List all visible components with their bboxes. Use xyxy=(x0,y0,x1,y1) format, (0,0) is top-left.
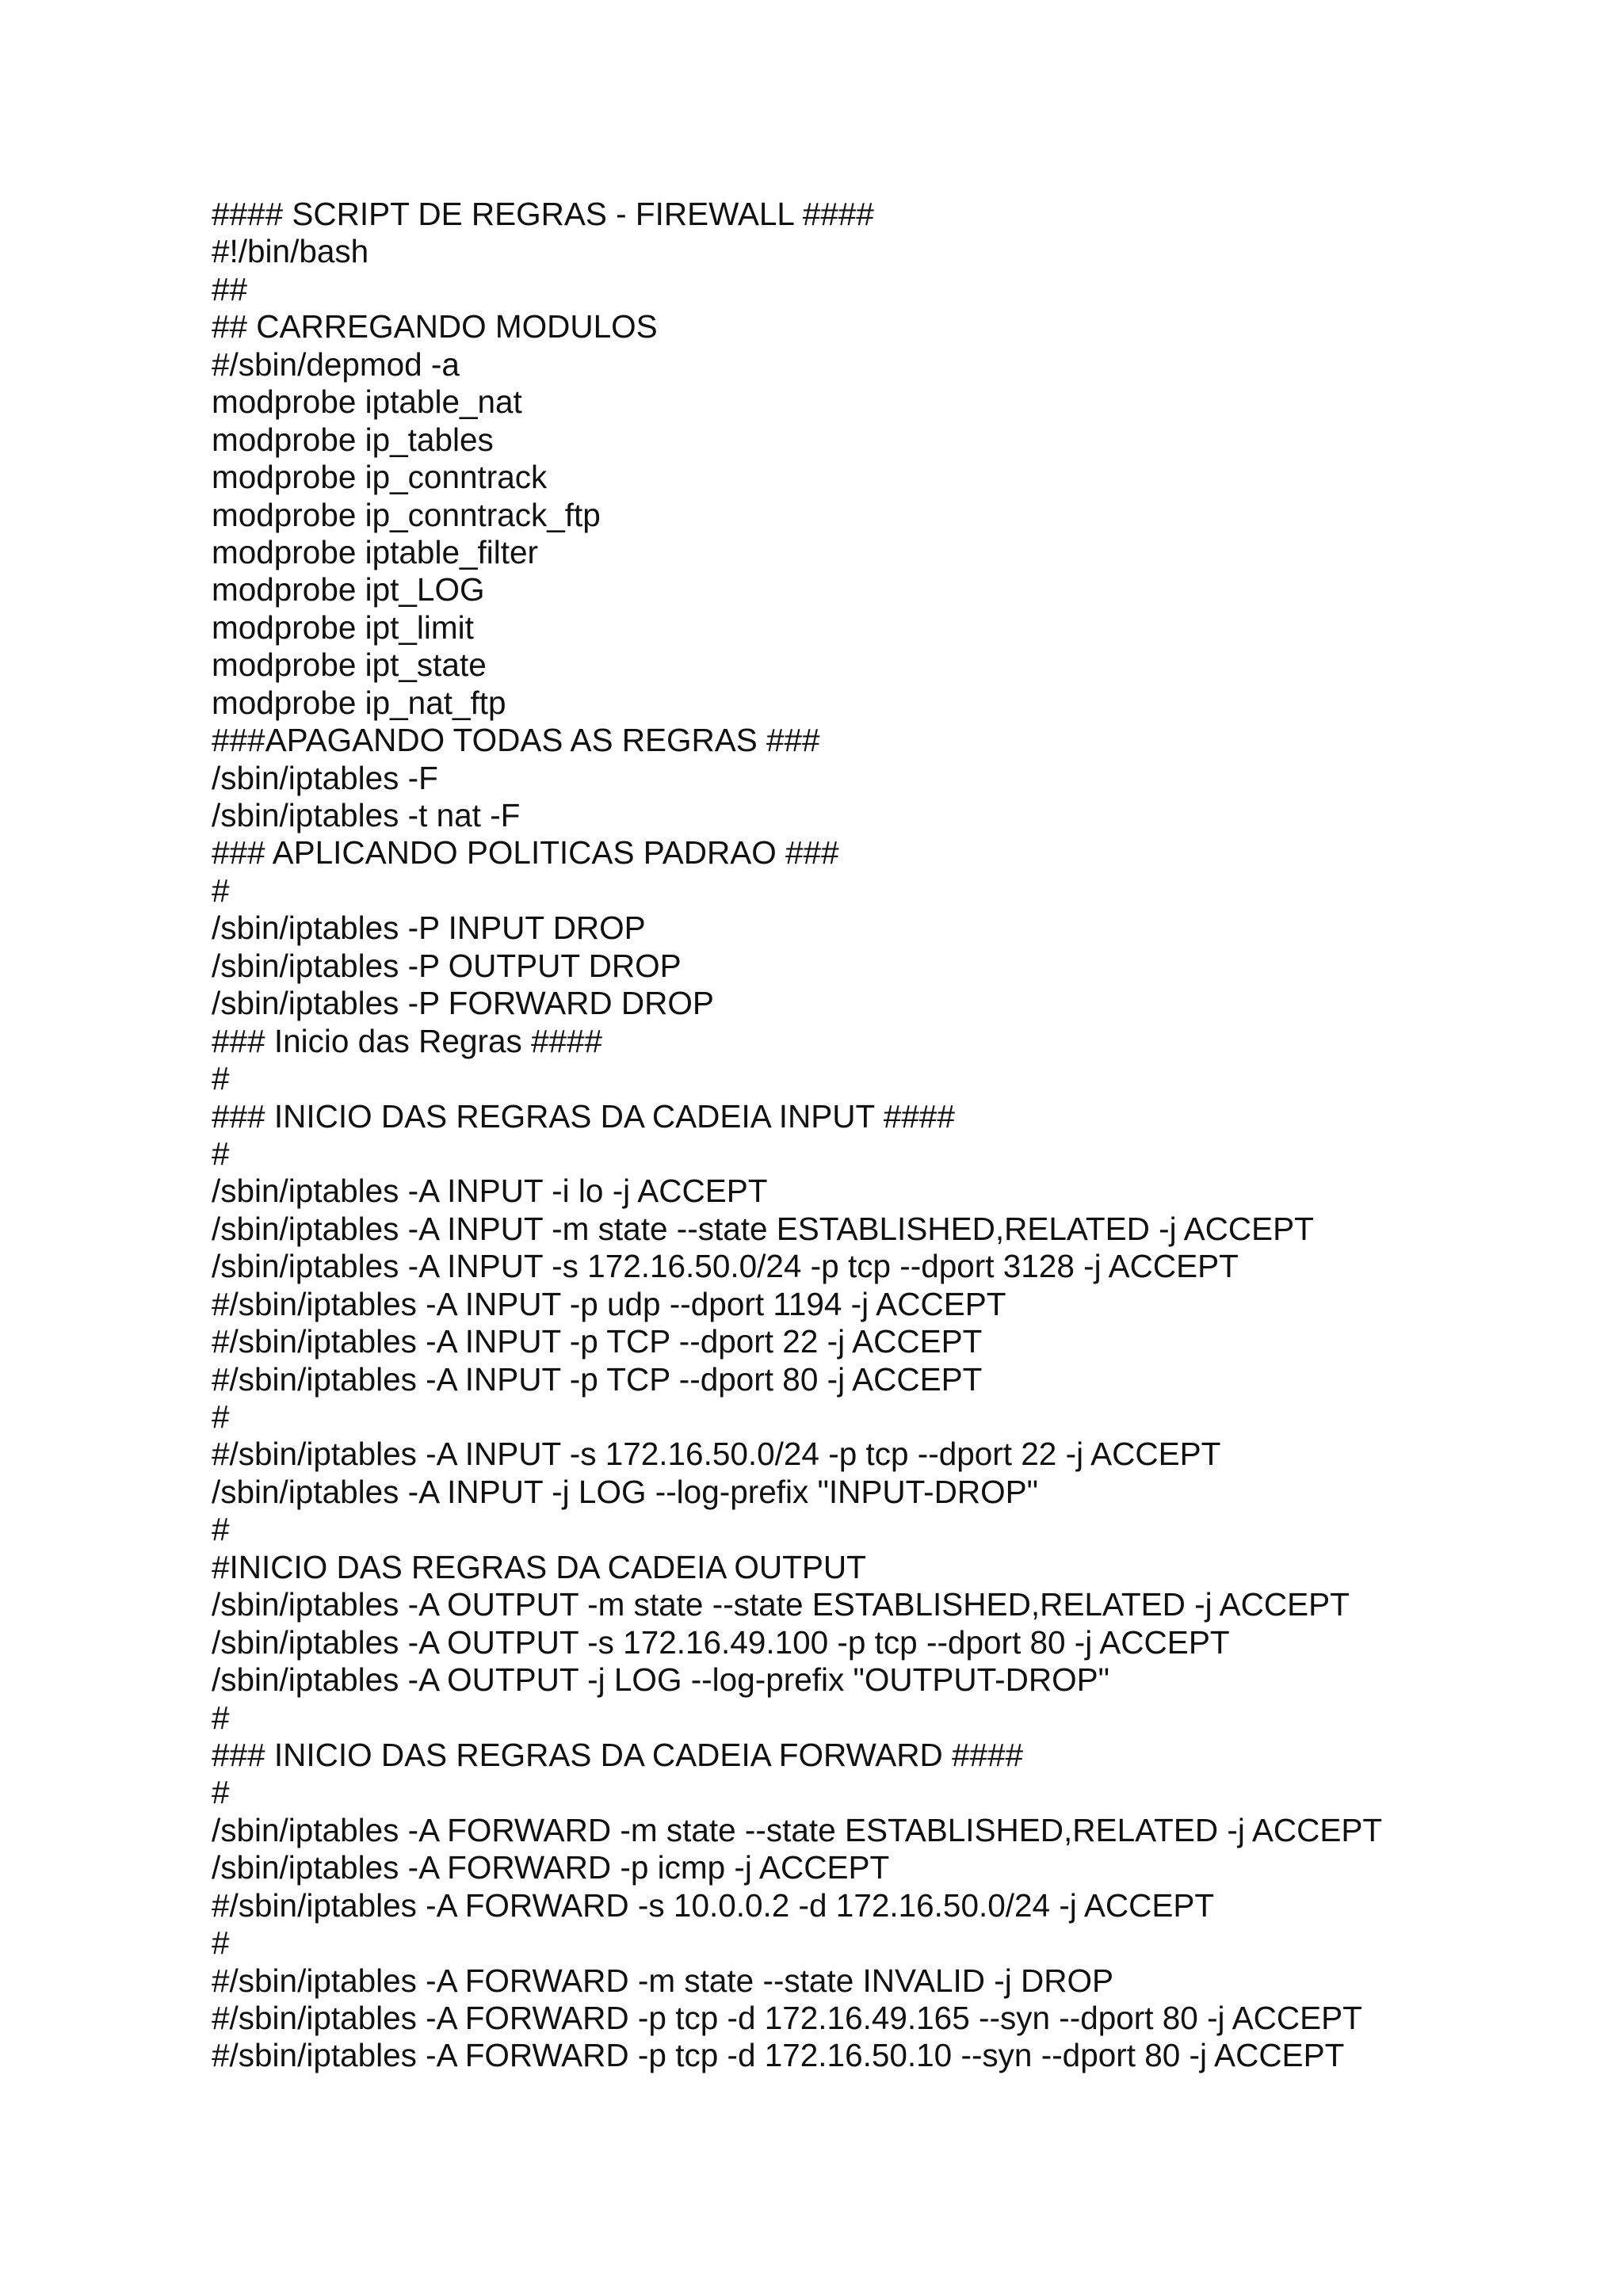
script-line: modprobe ipt_state xyxy=(212,646,487,684)
script-line: # xyxy=(212,1060,230,1097)
script-line: #/sbin/iptables -A FORWARD -p tcp -d 172.16.49.165 --syn --dport 80 -j ACCEPT xyxy=(212,2000,1362,2036)
script-line: /sbin/iptables -A OUTPUT -j LOG --log-prefix "OUTPUT-DROP" xyxy=(212,1661,1109,1699)
script-line: ## CARREGANDO MODULOS xyxy=(212,308,658,345)
script-line: ## xyxy=(212,270,248,307)
script-line: #/sbin/iptables -A INPUT -p udp --dport 1194 -j ACCEPT xyxy=(212,1285,1006,1322)
script-line: #/sbin/iptables -A INPUT -p TCP --dport 80 -j ACCEPT xyxy=(212,1360,983,1398)
script-line: /sbin/iptables -A OUTPUT -m state --state ESTABLISHED,RELATED -j ACCEPT xyxy=(212,1586,1350,1623)
script-line: /sbin/iptables -P INPUT DROP xyxy=(212,910,646,947)
script-line: /sbin/iptables -A INPUT -m state --state ESTABLISHED,RELATED -j ACCEPT xyxy=(212,1210,1314,1247)
script-line: /sbin/iptables -A INPUT -i lo -j ACCEPT xyxy=(212,1173,768,1210)
script-line: modprobe ip_tables xyxy=(212,421,494,458)
script-text-body xyxy=(212,196,1575,2075)
script-line: #/sbin/iptables -A INPUT -s 172.16.50.0/24 -p tcp --dport 22 -j ACCEPT xyxy=(212,1436,1221,1473)
script-line: modprobe ip_conntrack_ftp xyxy=(212,496,601,533)
script-line: /sbin/iptables -A FORWARD -m state --state ESTABLISHED,RELATED -j ACCEPT xyxy=(212,1811,1383,1848)
script-line: /sbin/iptables -P FORWARD DROP xyxy=(212,985,714,1022)
script-line: /sbin/iptables -F xyxy=(212,759,438,796)
script-line: /sbin/iptables -P OUTPUT DROP xyxy=(212,947,682,984)
script-line: modprobe ip_nat_ftp xyxy=(212,684,506,721)
script-line: #/sbin/iptables -A FORWARD -m state --state INVALID -j DROP xyxy=(212,1962,1114,1999)
script-line: #/sbin/depmod -a xyxy=(212,345,460,383)
script-line: ### INICIO DAS REGRAS DA CADEIA FORWARD #### xyxy=(212,1736,1024,1773)
script-line: # xyxy=(212,1924,230,1962)
script-line: modprobe ipt_limit xyxy=(212,608,474,646)
script-line: # xyxy=(212,871,230,909)
script-line: ###APAGANDO TODAS AS REGRAS ### xyxy=(212,722,820,759)
script-line: ### INICIO DAS REGRAS DA CADEIA INPUT #### xyxy=(212,1097,955,1135)
script-line: /sbin/iptables -A OUTPUT -s 172.16.49.100 -p tcp --dport 80 -j ACCEPT xyxy=(212,1623,1230,1661)
script-line: #/sbin/iptables -A FORWARD -s 10.0.0.2 -d 172.16.50.0/24 -j ACCEPT xyxy=(212,1886,1215,1924)
script-line: ### APLICANDO POLITICAS PADRAO ### xyxy=(212,834,839,871)
script-line: #!/bin/bash xyxy=(212,233,369,270)
script-line: modprobe iptable_filter xyxy=(212,533,539,570)
script-line: modprobe ipt_LOG xyxy=(212,571,485,608)
script-line: #/sbin/iptables -A INPUT -p TCP --dport 22 -j ACCEPT xyxy=(212,1323,983,1360)
script-line: /sbin/iptables -A INPUT -j LOG --log-prefix "INPUT-DROP" xyxy=(212,1473,1039,1510)
script-line: /sbin/iptables -A INPUT -s 172.16.50.0/24 -p tcp --dport 3128 -j ACCEPT xyxy=(212,1248,1239,1285)
script-line: #/sbin/iptables -A FORWARD -p tcp -d 172.16.50.10 --syn --dport 80 -j ACCEPT xyxy=(212,2037,1345,2074)
script-line: # xyxy=(212,1398,230,1435)
script-line: /sbin/iptables -A FORWARD -p icmp -j ACCEPT xyxy=(212,1849,890,1886)
script-line: #### SCRIPT DE REGRAS - FIREWALL #### xyxy=(212,196,874,232)
script-line: #INICIO DAS REGRAS DA CADEIA OUTPUT xyxy=(212,1548,866,1585)
script-line: # xyxy=(212,1699,230,1736)
script-line: # xyxy=(212,1511,230,1548)
script-line: modprobe ip_conntrack xyxy=(212,459,548,496)
script-line: ### Inicio das Regras #### xyxy=(212,1022,603,1059)
script-line: modprobe iptable_nat xyxy=(212,383,522,421)
script-line: # xyxy=(212,1135,230,1172)
script-line: /sbin/iptables -t nat -F xyxy=(212,797,521,833)
script-line: # xyxy=(212,1774,230,1811)
